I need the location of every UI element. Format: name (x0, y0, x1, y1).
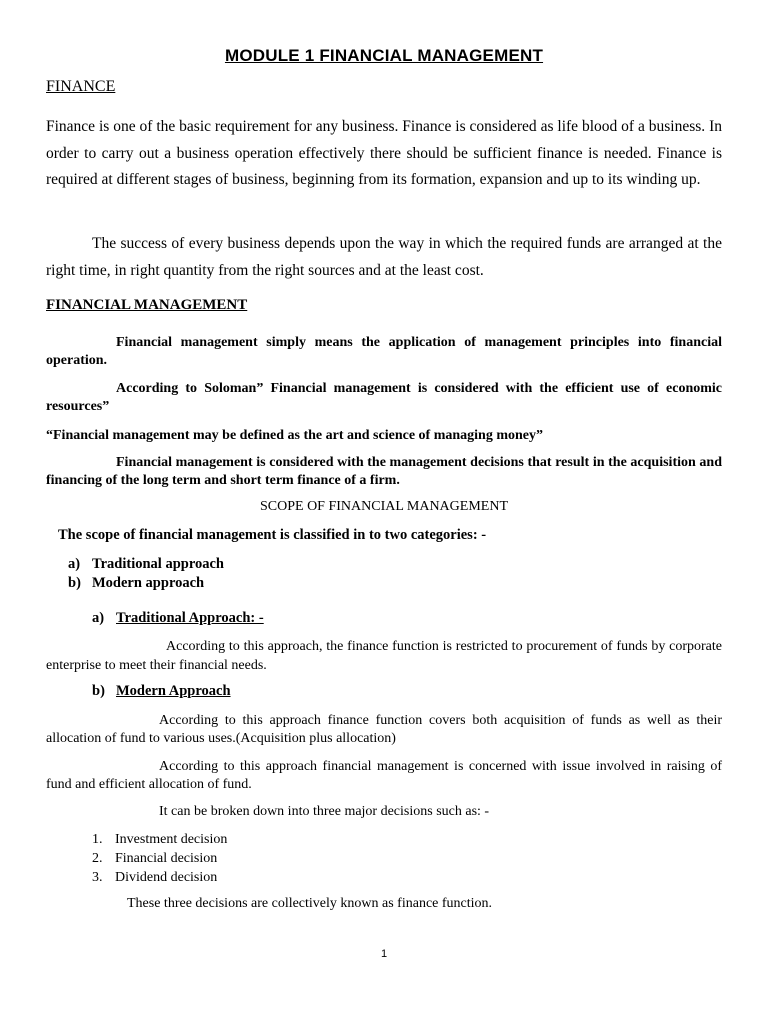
list-item-label: Financial decision (115, 851, 218, 866)
closing-text: These three decisions are collectively known as finance function. (127, 896, 493, 911)
list-item (92, 849, 227, 868)
section-marker: b) (92, 683, 105, 699)
list-item (68, 574, 224, 593)
list-item-label: Dividend decision (115, 870, 218, 885)
list-item (92, 830, 227, 849)
modern-approach-text-1: According to this approach finance function covers both acquisition of funds as well as their allocation of fund to various uses.(Acquisition plus allocation) (46, 713, 722, 746)
list-item (92, 868, 227, 887)
scope-intro: The scope of financial management is classified in to two categories: - (58, 527, 487, 543)
scope-heading: SCOPE OF FINANCIAL MANAGEMENT (260, 499, 508, 514)
decision-list (92, 830, 227, 887)
modern-approach-text-2: According to this approach financial management is concerned with issue involved in raising of fund and efficient allocation of fund. (46, 759, 722, 792)
page-title: MODULE 1 FINANCIAL MANAGEMENT (224, 46, 544, 65)
finance-paragraph-2: The success of every business depends upon the way in which the required funds are arranged at the right time, in right quantity from the right sources and at the least cost. (46, 235, 722, 279)
section-marker: a) (92, 610, 105, 626)
financial-management-heading: FINANCIAL MANAGEMENT (46, 297, 248, 313)
list-marker: 2. (92, 851, 103, 866)
list-marker: a) (68, 556, 81, 572)
list-marker: b) (68, 575, 81, 591)
list-item-label: Modern approach (92, 575, 205, 591)
category-list (68, 555, 224, 593)
modern-approach-text-3: It can be broken down into three major decisions such as: - (159, 804, 490, 819)
section-heading-text: Traditional Approach: - (116, 610, 264, 626)
page-number: 1 (380, 948, 388, 960)
section-heading-text: Modern Approach (116, 683, 231, 699)
finance-paragraph-1: Finance is one of the basic requirement for any business. Finance is considered as life blood of a business. In order to carry out a business operation effectively there should be sufficient finance is needed. Finance is required at different stages of business, beginning from its formation, expansion and up to its winding up. (46, 118, 722, 188)
definition-1: Financial management simply means the application of management principles into financial operation. (46, 335, 722, 368)
list-item-label: Traditional approach (92, 556, 225, 572)
definition-art-science: “Financial management may be defined as the art and science of managing money” (46, 428, 543, 443)
list-item (68, 555, 224, 574)
traditional-approach-heading (92, 610, 712, 627)
traditional-approach-text: According to this approach, the finance function is restricted to procurement of funds by corporate enterprise to meet their financial needs. (46, 639, 722, 673)
list-marker: 1. (92, 832, 103, 847)
list-item-label: Investment decision (115, 832, 228, 847)
definition-soloman: According to Soloman” Financial management is considered with the efficient use of economic resources” (46, 381, 722, 414)
definition-decisions: Financial management is considered with the management decisions that result in the acquisition and financing of the long term and short term finance of a firm. (46, 455, 722, 488)
list-marker: 3. (92, 870, 103, 885)
modern-approach-heading (92, 683, 712, 700)
finance-heading: FINANCE (46, 78, 116, 95)
